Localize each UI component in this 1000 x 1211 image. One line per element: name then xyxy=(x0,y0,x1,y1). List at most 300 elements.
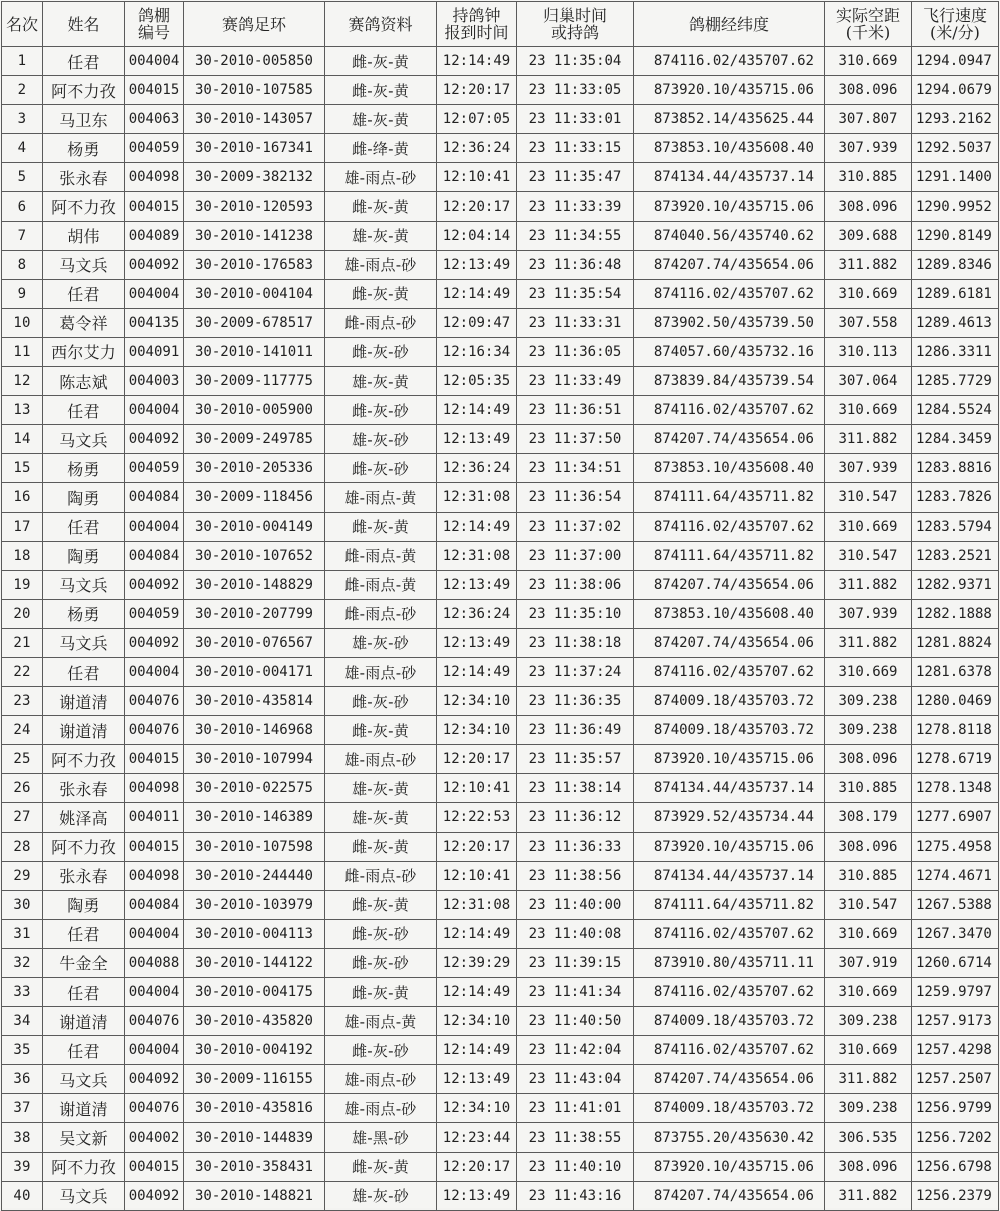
pigeon-info-cell: 雄-雨点-砂 xyxy=(325,1094,437,1123)
name-cell: 张永春 xyxy=(43,774,125,803)
ring-number-cell: 30-2010-004149 xyxy=(184,512,325,541)
ring-number-cell: 30-2010-244440 xyxy=(184,861,325,890)
name-cell: 任君 xyxy=(43,919,125,948)
header-arrival-time xyxy=(517,2,634,47)
arrival-time-cell: 23 11:36:12 xyxy=(517,803,634,832)
coordinates-cell: 873910.80/435711.11 xyxy=(634,948,825,977)
pigeon-info-cell: 雄-灰-黄 xyxy=(325,367,437,396)
header-text-line: 赛鸽资料 xyxy=(348,14,413,34)
distance-cell: 307.064 xyxy=(825,367,912,396)
table-row xyxy=(2,599,999,628)
ring-number-cell: 30-2010-176583 xyxy=(184,250,325,279)
name-cell: 马文兵 xyxy=(43,1181,125,1210)
pigeon-info-cell: 雄-灰-黄 xyxy=(325,105,437,134)
pigeon-info-cell: 雄-灰-砂 xyxy=(325,628,437,657)
clock-time-cell: 12:14:49 xyxy=(437,396,517,425)
loft-id-cell: 004098 xyxy=(125,163,184,192)
rank-cell: 10 xyxy=(2,308,43,337)
rank-cell: 2 xyxy=(2,76,43,105)
rank-cell: 26 xyxy=(2,774,43,803)
name-cell: 牛金全 xyxy=(43,948,125,977)
speed-cell: 1285.7729 xyxy=(912,367,999,396)
arrival-time-cell: 23 11:43:16 xyxy=(517,1181,634,1210)
arrival-time-cell: 23 11:43:04 xyxy=(517,1065,634,1094)
arrival-time-cell: 23 11:36:54 xyxy=(517,483,634,512)
clock-time-cell: 12:23:44 xyxy=(437,1123,517,1152)
ring-number-cell: 30-2010-103979 xyxy=(184,890,325,919)
name-cell: 任君 xyxy=(43,978,125,1007)
pigeon-info-cell: 雌-灰-砂 xyxy=(325,337,437,366)
speed-cell: 1292.5037 xyxy=(912,134,999,163)
ring-number-cell: 30-2009-678517 xyxy=(184,308,325,337)
arrival-time-cell: 23 11:36:05 xyxy=(517,337,634,366)
distance-cell: 308.096 xyxy=(825,832,912,861)
name-cell: 阿不力孜 xyxy=(43,76,125,105)
rank-cell: 6 xyxy=(2,192,43,221)
pigeon-info-cell: 雄-雨点-砂 xyxy=(325,1065,437,1094)
table-row xyxy=(2,832,999,861)
header-pigeon-info xyxy=(325,2,437,47)
header-ring-number xyxy=(184,2,325,47)
speed-cell: 1257.2507 xyxy=(912,1065,999,1094)
loft-id-cell: 004002 xyxy=(125,1123,184,1152)
arrival-time-cell: 23 11:38:14 xyxy=(517,774,634,803)
loft-id-cell: 004092 xyxy=(125,1181,184,1210)
speed-cell: 1294.0679 xyxy=(912,76,999,105)
name-cell: 谢道清 xyxy=(43,687,125,716)
clock-time-cell: 12:04:14 xyxy=(437,221,517,250)
rank-cell: 4 xyxy=(2,134,43,163)
table-row xyxy=(2,687,999,716)
arrival-time-cell: 23 11:37:50 xyxy=(517,425,634,454)
distance-cell: 310.669 xyxy=(825,657,912,686)
loft-id-cell: 004091 xyxy=(125,337,184,366)
arrival-time-cell: 23 11:35:10 xyxy=(517,599,634,628)
speed-cell: 1290.9952 xyxy=(912,192,999,221)
speed-cell: 1290.8149 xyxy=(912,221,999,250)
table-row xyxy=(2,803,999,832)
header-clock-time xyxy=(437,2,517,47)
arrival-time-cell: 23 11:38:18 xyxy=(517,628,634,657)
header-text-line: 飞行速度 xyxy=(922,6,987,25)
loft-id-cell: 004084 xyxy=(125,890,184,919)
clock-time-cell: 12:14:49 xyxy=(437,512,517,541)
rank-cell: 24 xyxy=(2,716,43,745)
pigeon-info-cell: 雌-灰-砂 xyxy=(325,1036,437,1065)
coordinates-cell: 873852.14/435625.44 xyxy=(634,105,825,134)
name-cell: 胡伟 xyxy=(43,221,125,250)
ring-number-cell: 30-2010-004175 xyxy=(184,978,325,1007)
table-row xyxy=(2,657,999,686)
table-row xyxy=(2,483,999,512)
table-row xyxy=(2,745,999,774)
loft-id-cell: 004063 xyxy=(125,105,184,134)
table-row xyxy=(2,1152,999,1181)
ring-number-cell: 30-2010-358431 xyxy=(184,1152,325,1181)
table-row xyxy=(2,163,999,192)
loft-id-cell: 004084 xyxy=(125,541,184,570)
rank-cell: 18 xyxy=(2,541,43,570)
distance-cell: 307.807 xyxy=(825,105,912,134)
table-row xyxy=(2,1036,999,1065)
ring-number-cell: 30-2010-435820 xyxy=(184,1007,325,1036)
name-cell: 陶勇 xyxy=(43,483,125,512)
header-loft-id xyxy=(125,2,184,47)
arrival-time-cell: 23 11:39:15 xyxy=(517,948,634,977)
speed-cell: 1256.7202 xyxy=(912,1123,999,1152)
speed-cell: 1289.4613 xyxy=(912,308,999,337)
rank-cell: 38 xyxy=(2,1123,43,1152)
rank-cell: 39 xyxy=(2,1152,43,1181)
speed-cell: 1293.2162 xyxy=(912,105,999,134)
loft-id-cell: 004011 xyxy=(125,803,184,832)
coordinates-cell: 873920.10/435715.06 xyxy=(634,192,825,221)
table-row xyxy=(2,570,999,599)
speed-cell: 1280.0469 xyxy=(912,687,999,716)
table-row xyxy=(2,367,999,396)
distance-cell: 310.547 xyxy=(825,483,912,512)
arrival-time-cell: 23 11:34:55 xyxy=(517,221,634,250)
rank-cell: 7 xyxy=(2,221,43,250)
clock-time-cell: 12:16:34 xyxy=(437,337,517,366)
ring-number-cell: 30-2010-143057 xyxy=(184,105,325,134)
header-text-line: 持鸽钟 xyxy=(452,6,501,25)
arrival-time-cell: 23 11:33:01 xyxy=(517,105,634,134)
name-cell: 吴文新 xyxy=(43,1123,125,1152)
clock-time-cell: 12:36:24 xyxy=(437,599,517,628)
distance-cell: 309.238 xyxy=(825,1094,912,1123)
clock-time-cell: 12:36:24 xyxy=(437,134,517,163)
rank-cell: 19 xyxy=(2,570,43,599)
loft-id-cell: 004135 xyxy=(125,308,184,337)
rank-cell: 34 xyxy=(2,1007,43,1036)
clock-time-cell: 12:13:49 xyxy=(437,570,517,599)
distance-cell: 310.669 xyxy=(825,978,912,1007)
coordinates-cell: 874009.18/435703.72 xyxy=(634,1094,825,1123)
distance-cell: 311.882 xyxy=(825,250,912,279)
header-text-line: 赛鸽足环 xyxy=(221,14,286,34)
coordinates-cell: 874009.18/435703.72 xyxy=(634,716,825,745)
ring-number-cell: 30-2010-005850 xyxy=(184,47,325,76)
distance-cell: 311.882 xyxy=(825,1065,912,1094)
ring-number-cell: 30-2010-146389 xyxy=(184,803,325,832)
coordinates-cell: 874116.02/435707.62 xyxy=(634,279,825,308)
speed-cell: 1277.6907 xyxy=(912,803,999,832)
name-cell: 陈志斌 xyxy=(43,367,125,396)
pigeon-info-cell: 雌-灰-砂 xyxy=(325,396,437,425)
name-cell: 马文兵 xyxy=(43,425,125,454)
coordinates-cell: 874116.02/435707.62 xyxy=(634,512,825,541)
coordinates-cell: 873853.10/435608.40 xyxy=(634,599,825,628)
table-row xyxy=(2,279,999,308)
header-speed xyxy=(912,2,999,47)
table-row xyxy=(2,308,999,337)
table-row xyxy=(2,919,999,948)
rank-cell: 13 xyxy=(2,396,43,425)
coordinates-cell: 873839.84/435739.54 xyxy=(634,367,825,396)
pigeon-info-cell: 雄-雨点-黄 xyxy=(325,1007,437,1036)
rank-cell: 8 xyxy=(2,250,43,279)
arrival-time-cell: 23 11:38:55 xyxy=(517,1123,634,1152)
speed-cell: 1274.4671 xyxy=(912,861,999,890)
coordinates-cell: 873920.10/435715.06 xyxy=(634,76,825,105)
arrival-time-cell: 23 11:33:05 xyxy=(517,76,634,105)
distance-cell: 309.238 xyxy=(825,687,912,716)
clock-time-cell: 12:05:35 xyxy=(437,367,517,396)
rank-cell: 25 xyxy=(2,745,43,774)
name-cell: 任君 xyxy=(43,396,125,425)
loft-id-cell: 004092 xyxy=(125,425,184,454)
arrival-time-cell: 23 11:40:50 xyxy=(517,1007,634,1036)
speed-cell: 1283.7826 xyxy=(912,483,999,512)
name-cell: 马文兵 xyxy=(43,250,125,279)
clock-time-cell: 12:10:41 xyxy=(437,861,517,890)
rank-cell: 3 xyxy=(2,105,43,134)
table-row xyxy=(2,221,999,250)
arrival-time-cell: 23 11:33:39 xyxy=(517,192,634,221)
distance-cell: 310.885 xyxy=(825,861,912,890)
clock-time-cell: 12:10:41 xyxy=(437,163,517,192)
speed-cell: 1278.6719 xyxy=(912,745,999,774)
distance-cell: 310.113 xyxy=(825,337,912,366)
loft-id-cell: 004089 xyxy=(125,221,184,250)
clock-time-cell: 12:31:08 xyxy=(437,541,517,570)
distance-cell: 310.547 xyxy=(825,541,912,570)
header-text-line: 编号 xyxy=(137,23,170,42)
ring-number-cell: 30-2010-207799 xyxy=(184,599,325,628)
loft-id-cell: 004015 xyxy=(125,832,184,861)
clock-time-cell: 12:14:49 xyxy=(437,657,517,686)
loft-id-cell: 004076 xyxy=(125,1007,184,1036)
pigeon-info-cell: 雌-雨点-砂 xyxy=(325,308,437,337)
speed-cell: 1281.6378 xyxy=(912,657,999,686)
loft-id-cell: 004004 xyxy=(125,657,184,686)
table-row xyxy=(2,105,999,134)
table-row xyxy=(2,1181,999,1210)
rank-cell: 20 xyxy=(2,599,43,628)
distance-cell: 310.885 xyxy=(825,163,912,192)
clock-time-cell: 12:20:17 xyxy=(437,745,517,774)
coordinates-cell: 874111.64/435711.82 xyxy=(634,541,825,570)
pigeon-info-cell: 雄-灰-砂 xyxy=(325,425,437,454)
header-text-line: (千米) xyxy=(845,23,891,42)
arrival-time-cell: 23 11:33:15 xyxy=(517,134,634,163)
table-row xyxy=(2,1094,999,1123)
table-row xyxy=(2,134,999,163)
name-cell: 阿不力孜 xyxy=(43,832,125,861)
speed-cell: 1283.2521 xyxy=(912,541,999,570)
coordinates-cell: 874134.44/435737.14 xyxy=(634,774,825,803)
speed-cell: 1278.8118 xyxy=(912,716,999,745)
table-row xyxy=(2,192,999,221)
coordinates-cell: 874134.44/435737.14 xyxy=(634,163,825,192)
ring-number-cell: 30-2010-141238 xyxy=(184,221,325,250)
clock-time-cell: 12:34:10 xyxy=(437,716,517,745)
clock-time-cell: 12:09:47 xyxy=(437,308,517,337)
header-rank xyxy=(2,2,43,47)
speed-cell: 1259.9797 xyxy=(912,978,999,1007)
loft-id-cell: 004015 xyxy=(125,76,184,105)
clock-time-cell: 12:14:49 xyxy=(437,1036,517,1065)
clock-time-cell: 12:14:49 xyxy=(437,919,517,948)
table-row xyxy=(2,1065,999,1094)
ring-number-cell: 30-2010-107994 xyxy=(184,745,325,774)
header-text-line: 姓名 xyxy=(67,14,100,34)
clock-time-cell: 12:13:49 xyxy=(437,628,517,657)
name-cell: 马文兵 xyxy=(43,570,125,599)
loft-id-cell: 004092 xyxy=(125,1065,184,1094)
arrival-time-cell: 23 11:36:49 xyxy=(517,716,634,745)
loft-id-cell: 004004 xyxy=(125,47,184,76)
ring-number-cell: 30-2010-107585 xyxy=(184,76,325,105)
table-row xyxy=(2,861,999,890)
pigeon-info-cell: 雄-黑-砂 xyxy=(325,1123,437,1152)
name-cell: 马卫东 xyxy=(43,105,125,134)
arrival-time-cell: 23 11:35:47 xyxy=(517,163,634,192)
distance-cell: 310.669 xyxy=(825,396,912,425)
pigeon-info-cell: 雌-绛-黄 xyxy=(325,134,437,163)
rank-cell: 21 xyxy=(2,628,43,657)
name-cell: 任君 xyxy=(43,279,125,308)
distance-cell: 308.096 xyxy=(825,76,912,105)
speed-cell: 1284.5524 xyxy=(912,396,999,425)
rank-cell: 11 xyxy=(2,337,43,366)
clock-time-cell: 12:20:17 xyxy=(437,832,517,861)
header-text-line: 实际空距 xyxy=(835,6,900,25)
pigeon-info-cell: 雌-灰-砂 xyxy=(325,687,437,716)
distance-cell: 310.669 xyxy=(825,919,912,948)
distance-cell: 307.939 xyxy=(825,134,912,163)
speed-cell: 1291.1400 xyxy=(912,163,999,192)
coordinates-cell: 873902.50/435739.50 xyxy=(634,308,825,337)
distance-cell: 311.882 xyxy=(825,628,912,657)
arrival-time-cell: 23 11:41:34 xyxy=(517,978,634,1007)
name-cell: 张永春 xyxy=(43,861,125,890)
rank-cell: 1 xyxy=(2,47,43,76)
rank-cell: 29 xyxy=(2,861,43,890)
pigeon-info-cell: 雄-灰-砂 xyxy=(325,1181,437,1210)
loft-id-cell: 004004 xyxy=(125,1036,184,1065)
clock-time-cell: 12:14:49 xyxy=(437,279,517,308)
distance-cell: 310.669 xyxy=(825,47,912,76)
coordinates-cell: 873920.10/435715.06 xyxy=(634,745,825,774)
ring-number-cell: 30-2010-144122 xyxy=(184,948,325,977)
ring-number-cell: 30-2010-004171 xyxy=(184,657,325,686)
speed-cell: 1267.5388 xyxy=(912,890,999,919)
distance-cell: 311.882 xyxy=(825,425,912,454)
distance-cell: 306.535 xyxy=(825,1123,912,1152)
header-row xyxy=(2,2,999,47)
table-body xyxy=(2,47,999,1211)
loft-id-cell: 004092 xyxy=(125,250,184,279)
arrival-time-cell: 23 11:38:06 xyxy=(517,570,634,599)
coordinates-cell: 874207.74/435654.06 xyxy=(634,425,825,454)
pigeon-info-cell: 雌-灰-砂 xyxy=(325,454,437,483)
ring-number-cell: 30-2010-148829 xyxy=(184,570,325,599)
name-cell: 张永春 xyxy=(43,163,125,192)
pigeon-info-cell: 雌-雨点-黄 xyxy=(325,541,437,570)
header-text-line: 归巢时间 xyxy=(542,6,607,25)
pigeon-info-cell: 雌-灰-黄 xyxy=(325,47,437,76)
name-cell: 谢道清 xyxy=(43,1007,125,1036)
header-text-line: 或持鸽 xyxy=(550,23,599,42)
speed-cell: 1267.3470 xyxy=(912,919,999,948)
coordinates-cell: 873853.10/435608.40 xyxy=(634,134,825,163)
arrival-time-cell: 23 11:40:08 xyxy=(517,919,634,948)
arrival-time-cell: 23 11:35:04 xyxy=(517,47,634,76)
speed-cell: 1256.9799 xyxy=(912,1094,999,1123)
pigeon-info-cell: 雌-灰-黄 xyxy=(325,890,437,919)
coordinates-cell: 873929.52/435734.44 xyxy=(634,803,825,832)
rank-cell: 28 xyxy=(2,832,43,861)
ring-number-cell: 30-2010-120593 xyxy=(184,192,325,221)
pigeon-info-cell: 雄-雨点-砂 xyxy=(325,163,437,192)
table-row xyxy=(2,454,999,483)
rank-cell: 40 xyxy=(2,1181,43,1210)
name-cell: 任君 xyxy=(43,512,125,541)
arrival-time-cell: 23 11:36:33 xyxy=(517,832,634,861)
coordinates-cell: 874116.02/435707.62 xyxy=(634,919,825,948)
coordinates-cell: 873920.10/435715.06 xyxy=(634,832,825,861)
clock-time-cell: 12:34:10 xyxy=(437,1007,517,1036)
loft-id-cell: 004015 xyxy=(125,1152,184,1181)
clock-time-cell: 12:13:49 xyxy=(437,250,517,279)
header-text-line: 鸽棚经纬度 xyxy=(688,14,769,34)
coordinates-cell: 874111.64/435711.82 xyxy=(634,483,825,512)
rank-cell: 31 xyxy=(2,919,43,948)
loft-id-cell: 004004 xyxy=(125,512,184,541)
speed-cell: 1257.4298 xyxy=(912,1036,999,1065)
arrival-time-cell: 23 11:41:01 xyxy=(517,1094,634,1123)
name-cell: 姚泽高 xyxy=(43,803,125,832)
distance-cell: 310.547 xyxy=(825,890,912,919)
name-cell: 葛令祥 xyxy=(43,308,125,337)
ring-number-cell: 30-2010-022575 xyxy=(184,774,325,803)
table-row xyxy=(2,337,999,366)
clock-time-cell: 12:13:49 xyxy=(437,425,517,454)
header-name xyxy=(43,2,125,47)
clock-time-cell: 12:34:10 xyxy=(437,687,517,716)
arrival-time-cell: 23 11:40:10 xyxy=(517,1152,634,1181)
arrival-time-cell: 23 11:37:24 xyxy=(517,657,634,686)
header-distance xyxy=(825,2,912,47)
rank-cell: 37 xyxy=(2,1094,43,1123)
table-row xyxy=(2,425,999,454)
arrival-time-cell: 23 11:33:49 xyxy=(517,367,634,396)
name-cell: 杨勇 xyxy=(43,599,125,628)
distance-cell: 307.919 xyxy=(825,948,912,977)
loft-id-cell: 004092 xyxy=(125,570,184,599)
coordinates-cell: 874116.02/435707.62 xyxy=(634,978,825,1007)
rank-cell: 16 xyxy=(2,483,43,512)
loft-id-cell: 004076 xyxy=(125,716,184,745)
pigeon-info-cell: 雄-雨点-砂 xyxy=(325,657,437,686)
coordinates-cell: 874057.60/435732.16 xyxy=(634,337,825,366)
pigeon-info-cell: 雌-灰-黄 xyxy=(325,978,437,1007)
speed-cell: 1284.3459 xyxy=(912,425,999,454)
speed-cell: 1283.8816 xyxy=(912,454,999,483)
ring-number-cell: 30-2009-382132 xyxy=(184,163,325,192)
table-row xyxy=(2,76,999,105)
loft-id-cell: 004059 xyxy=(125,134,184,163)
coordinates-cell: 874111.64/435711.82 xyxy=(634,890,825,919)
pigeon-info-cell: 雌-灰-黄 xyxy=(325,832,437,861)
arrival-time-cell: 23 11:42:04 xyxy=(517,1036,634,1065)
pigeon-info-cell: 雌-灰-黄 xyxy=(325,192,437,221)
pigeon-info-cell: 雌-灰-黄 xyxy=(325,716,437,745)
name-cell: 谢道清 xyxy=(43,1094,125,1123)
table-row xyxy=(2,541,999,570)
